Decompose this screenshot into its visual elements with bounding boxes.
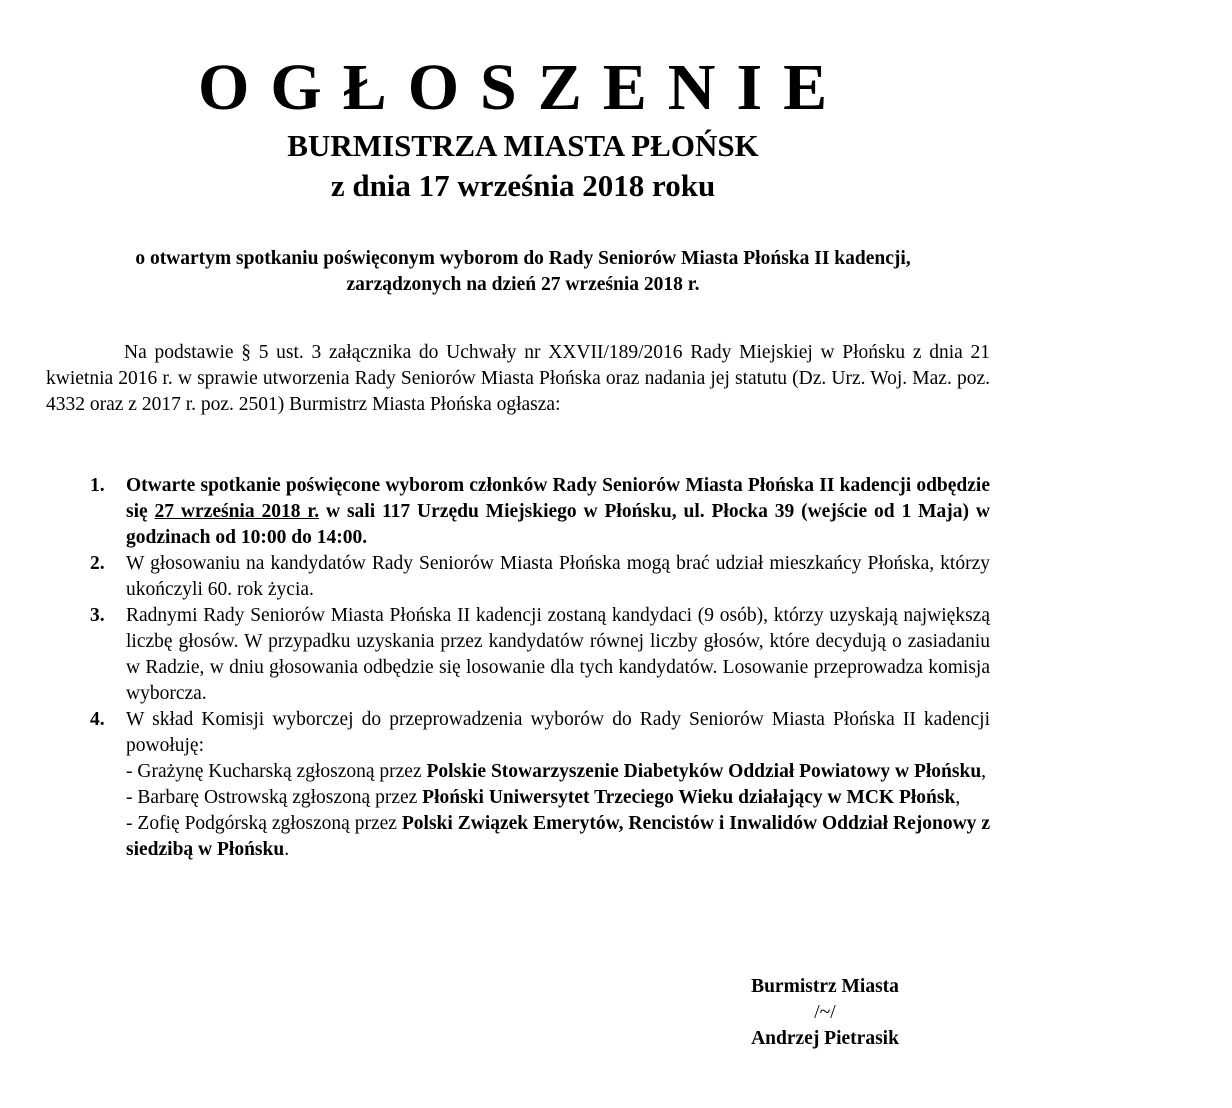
list-item <box>46 707 990 863</box>
list-item <box>46 473 990 551</box>
member-end: , <box>955 787 961 808</box>
subject-line-1: o otwartym spotkaniu poświęconym wyborom do Rady Seniorów Miasta Płońska II kadencji, <box>135 248 911 269</box>
list-item <box>46 603 990 707</box>
issuer-heading: BURMISTRZA MIASTA PŁOŃSK <box>287 128 759 163</box>
item-text-part: w sali 117 Urzędu Miejskiego w Płońsku, ul. Płocka 39 (wejście od 1 Maja) w godzinach od 10:00 do 14:00. <box>126 501 990 548</box>
item-text: W głosowaniu na kandydatów Rady Seniorów Miasta Płońska mogą brać udział mieszkańcy Płońska, którzy ukończyli 60. rok życia. <box>126 553 990 600</box>
announcement-items <box>46 473 990 863</box>
signature-mark: /~/ <box>814 1002 836 1023</box>
meeting-date: 27 września 2018 r. <box>154 501 320 522</box>
member-end: , <box>981 761 987 782</box>
subject-line-2: zarządzonych na dzień 27 września 2018 r. <box>346 274 700 295</box>
member-organization: Płoński Uniwersytet Trzeciego Wieku działający w MCK Płońsk <box>422 787 956 808</box>
item-number: 3. <box>90 605 105 626</box>
item-text: W skład Komisji wyborczej do przeprowadzenia wyborów do Rady Seniorów Miasta Płońska II kadencji powołuję: <box>126 709 990 756</box>
member-organization: Polski Związek Emerytów, Rencistów i Inwalidów Oddział Rejonowy z siedzibą w Płońsku <box>126 813 990 860</box>
item-number: 1. <box>90 475 105 496</box>
signature-name: Andrzej Pietrasik <box>751 1028 899 1049</box>
member-person: - Zofię Podgórską zgłoszoną przez <box>126 813 402 834</box>
commission-member <box>126 811 990 863</box>
item-text <box>126 473 990 551</box>
item-text-part: Otwarte spotkanie poświęcone wyborom członków Rady Seniorów Miasta Płońska II kadencji odbędzie się <box>126 475 990 522</box>
intro-paragraph: Na podstawie § 5 ust. 3 załącznika do Uchwały nr XXVII/189/2016 Rady Miejskiej w Płońsku z dnia 21 kwietnia 2016 r. w sprawie utworzenia Rady Seniorów Miasta Płońska oraz nadania jej statutu (Dz. Urz. Woj. Maz. poz. 4332 oraz z 2017 r. poz. 2501) Burmistrz Miasta Płońska ogłasza: <box>46 342 990 415</box>
commission-member <box>126 759 990 785</box>
date-heading: z dnia 17 września 2018 roku <box>330 168 716 203</box>
item-text: Radnymi Rady Seniorów Miasta Płońska II kadencji zostaną kandydaci (9 osób), którzy uzyskają największą liczbę głosów. W przypadku uzyskania przez kandydatów równej liczby głosów, które decydują o zasiadaniu w Radzie, w dniu głosowania odbędzie się losowanie dla tych kandydatów. Losowanie przeprowadza komisja wyborcza. <box>126 605 990 704</box>
commission-member <box>126 785 990 811</box>
item-number: 4. <box>90 709 105 730</box>
signature-role: Burmistrz Miasta <box>751 976 899 997</box>
member-person: - Grażynę Kucharską zgłoszoną przez <box>126 761 427 782</box>
announcement-title: OGŁOSZENIE <box>198 51 849 124</box>
member-person: - Barbarę Ostrowską zgłoszoną przez <box>126 787 423 808</box>
item-number: 2. <box>90 553 105 574</box>
member-organization: Polskie Stowarzyszenie Diabetyków Oddział Powiatowy w Płońsku <box>426 761 982 782</box>
list-item <box>46 551 990 603</box>
member-end: . <box>284 839 290 860</box>
